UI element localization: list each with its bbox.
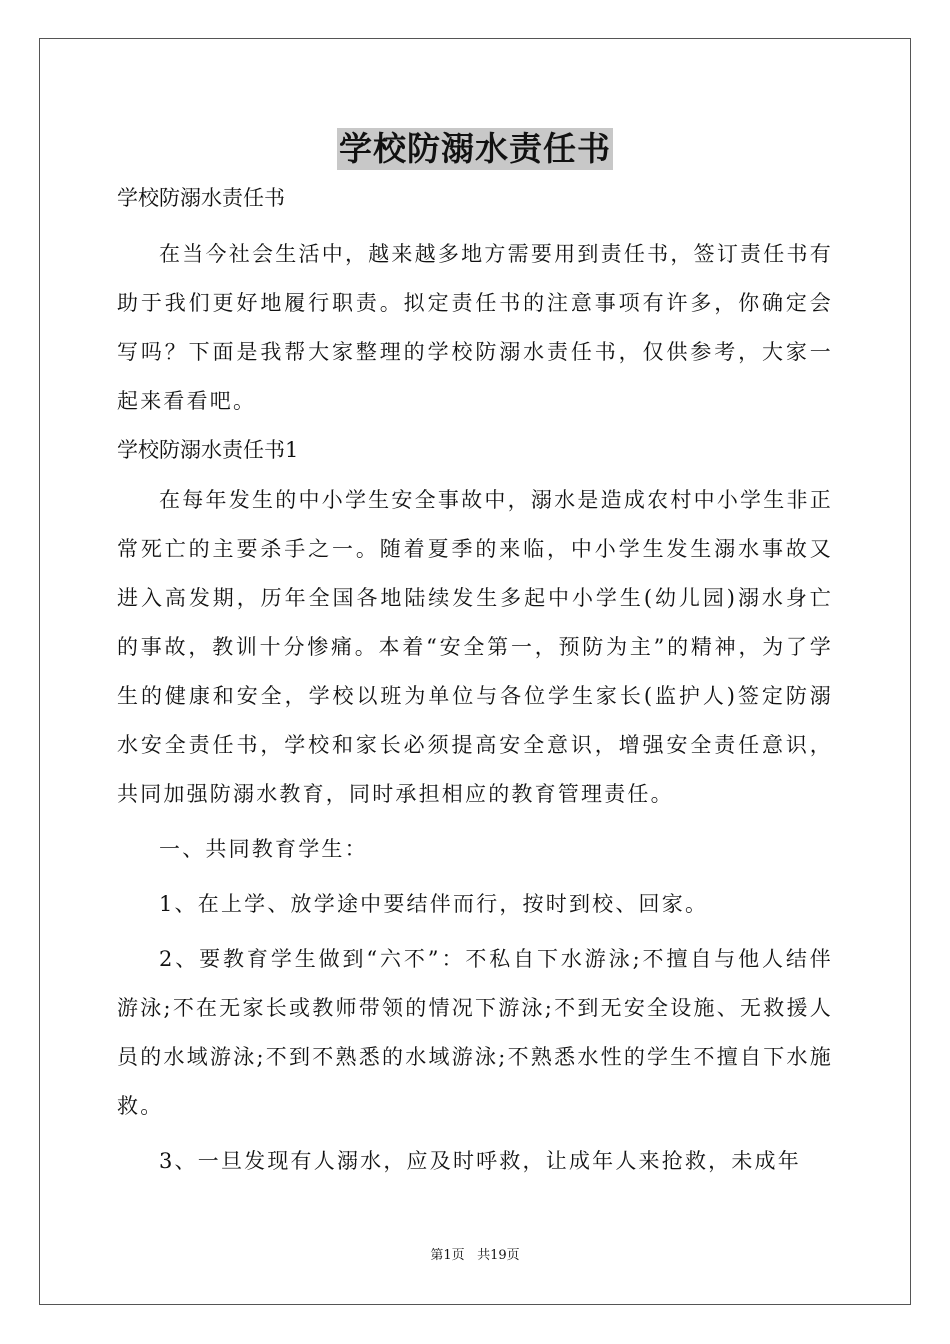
title-container [0, 128, 950, 170]
document-body [117, 180, 833, 1186]
body-paragraph: 在每年发生的中小学生安全事故中，溺水是造成农村中小学生非正常死亡的主要杀手之一。随着夏季的来临，中小学生发生溺水事故又进入高发期，历年全国各地陆续发生多起中小学生(幼儿园)溺水身亡的事故，教训十分惨痛。本着“安全第一，预防为主”的精神，为了学生的健康和安全，学校以班为单位与各位学生家长(监护人)签定防溺水安全责任书，学校和家长必须提高安全意识，增强安全责任意识，共同加强防溺水教育，同时承担相应的教育管理责任。 [117, 488, 833, 806]
page-total: 共19页 [477, 1248, 520, 1263]
page-number: 第1页 [430, 1248, 465, 1263]
document-title: 学校防溺水责任书 [339, 129, 611, 168]
document-subtitle: 学校防溺水责任书 [117, 186, 285, 210]
section-heading: 学校防溺水责任书1 [117, 438, 299, 462]
body-paragraph: 2、要教育学生做到“六不”：不私自下水游泳;不擅自与他人结伴游泳;不在无家长或教师带领的情况下游泳;不到无安全设施、无救援人员的水域游泳;不到不熟悉的水域游泳;不熟悉水性的学生不擅自下水施救。 [117, 947, 833, 1118]
intro-paragraph: 在当今社会生活中，越来越多地方需要用到责任书，签订责任书有助于我们更好地履行职责。拟定责任书的注意事项有许多，你确定会写吗？下面是我帮大家整理的学校防溺水责任书，仅供参考，大家一起来看看吧。 [117, 242, 833, 413]
page-footer [0, 1247, 950, 1265]
body-paragraph: 一、共同教育学生： [159, 837, 368, 861]
body-paragraph: 1、在上学、放学途中要结伴而行，按时到校、回家。 [159, 892, 709, 916]
body-paragraph: 3、一旦发现有人溺水，应及时呼救，让成年人来抢救，未成年 [159, 1149, 801, 1173]
